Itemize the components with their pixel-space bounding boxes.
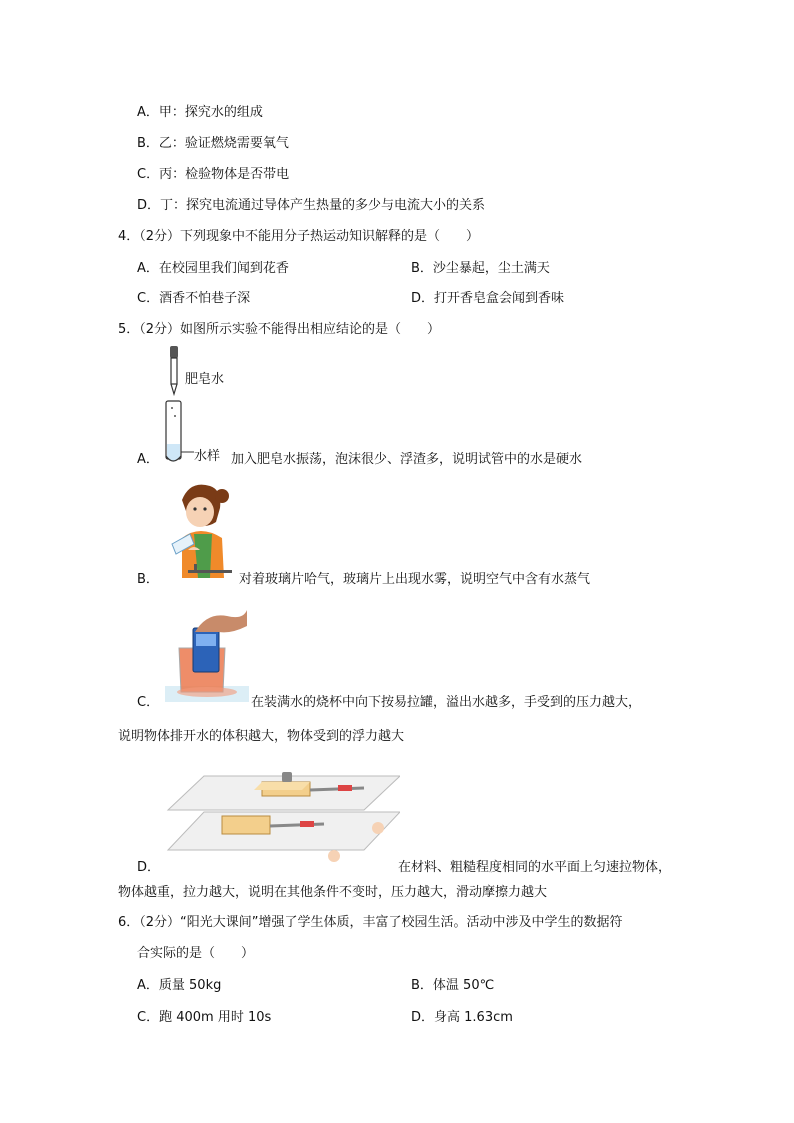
water-sample-label: 水样 — [194, 449, 221, 464]
q5-option-d-letter: D． — [137, 860, 161, 875]
q6-option-c: C．跑 400m 用时 10s — [137, 1010, 272, 1025]
q6-option-d: D．身高 1.63cm — [411, 1010, 513, 1025]
q5-stem: 5．（2分）如图所示实验不能得出相应结论的是（ ） — [118, 322, 441, 337]
q6-option-a: A．质量 50kg — [137, 978, 222, 993]
girl-breathing-glass-figure — [164, 478, 236, 584]
q5-option-a-text: 加入肥皂水振荡，泡沫很少、浮渣多，说明试管中的水是硬水 — [231, 452, 583, 467]
q5-option-b-letter: B． — [137, 572, 159, 587]
q5-option-c-letter: C． — [137, 695, 160, 710]
q5-option-c-text-1: 在装满水的烧杯中向下按易拉罐，溢出水越多，手受到的压力越大， — [251, 695, 642, 710]
q5-option-d-text-2: 物体越重，拉力越大，说明在其他条件不变时，压力越大，滑动摩擦力越大 — [118, 885, 548, 900]
q4-option-b: B．沙尘暴起，尘土满天 — [411, 261, 550, 276]
q3-option-b: B．乙：验证燃烧需要氧气 — [137, 136, 289, 151]
q4-option-c: C．酒香不怕巷子深 — [137, 291, 251, 306]
q5-option-b-text: 对着玻璃片哈气，玻璃片上出现水雾，说明空气中含有水蒸气 — [239, 572, 591, 587]
q6-option-b: B．体温 50℃ — [411, 978, 495, 993]
q4-option-d: D．打开香皂盒会闻到香味 — [411, 291, 565, 306]
soap-water-label: 肥皂水 — [185, 372, 225, 387]
q4-option-a: A．在校园里我们闻到花香 — [137, 261, 289, 276]
q3-option-c: C．丙：检验物体是否带电 — [137, 167, 290, 182]
q5-option-a-letter: A． — [137, 452, 159, 467]
q3-option-d: D．丁：探究电流通过导体产生热量的多少与电流大小的关系 — [137, 198, 486, 213]
q4-stem: 4．（2分）下列现象中不能用分子热运动知识解释的是（ ） — [118, 229, 480, 244]
beaker-can-figure — [165, 608, 249, 706]
q3-option-a: A．甲：探究水的组成 — [137, 105, 263, 120]
q6-stem-1: 6．（2分）“阳光大课间”增强了学生体质，丰富了校园生活。活动中涉及中学生的数据符 — [118, 915, 623, 930]
q5-option-c-text-2: 说明物体排开水的体积越大，物体受到的浮力越大 — [118, 729, 405, 744]
friction-blocks-figure — [164, 764, 400, 864]
q5-option-d-text-1: 在材料、粗糙程度相同的水平面上匀速拉物体， — [398, 860, 672, 875]
q6-stem-2: 合实际的是（ ） — [137, 946, 255, 961]
